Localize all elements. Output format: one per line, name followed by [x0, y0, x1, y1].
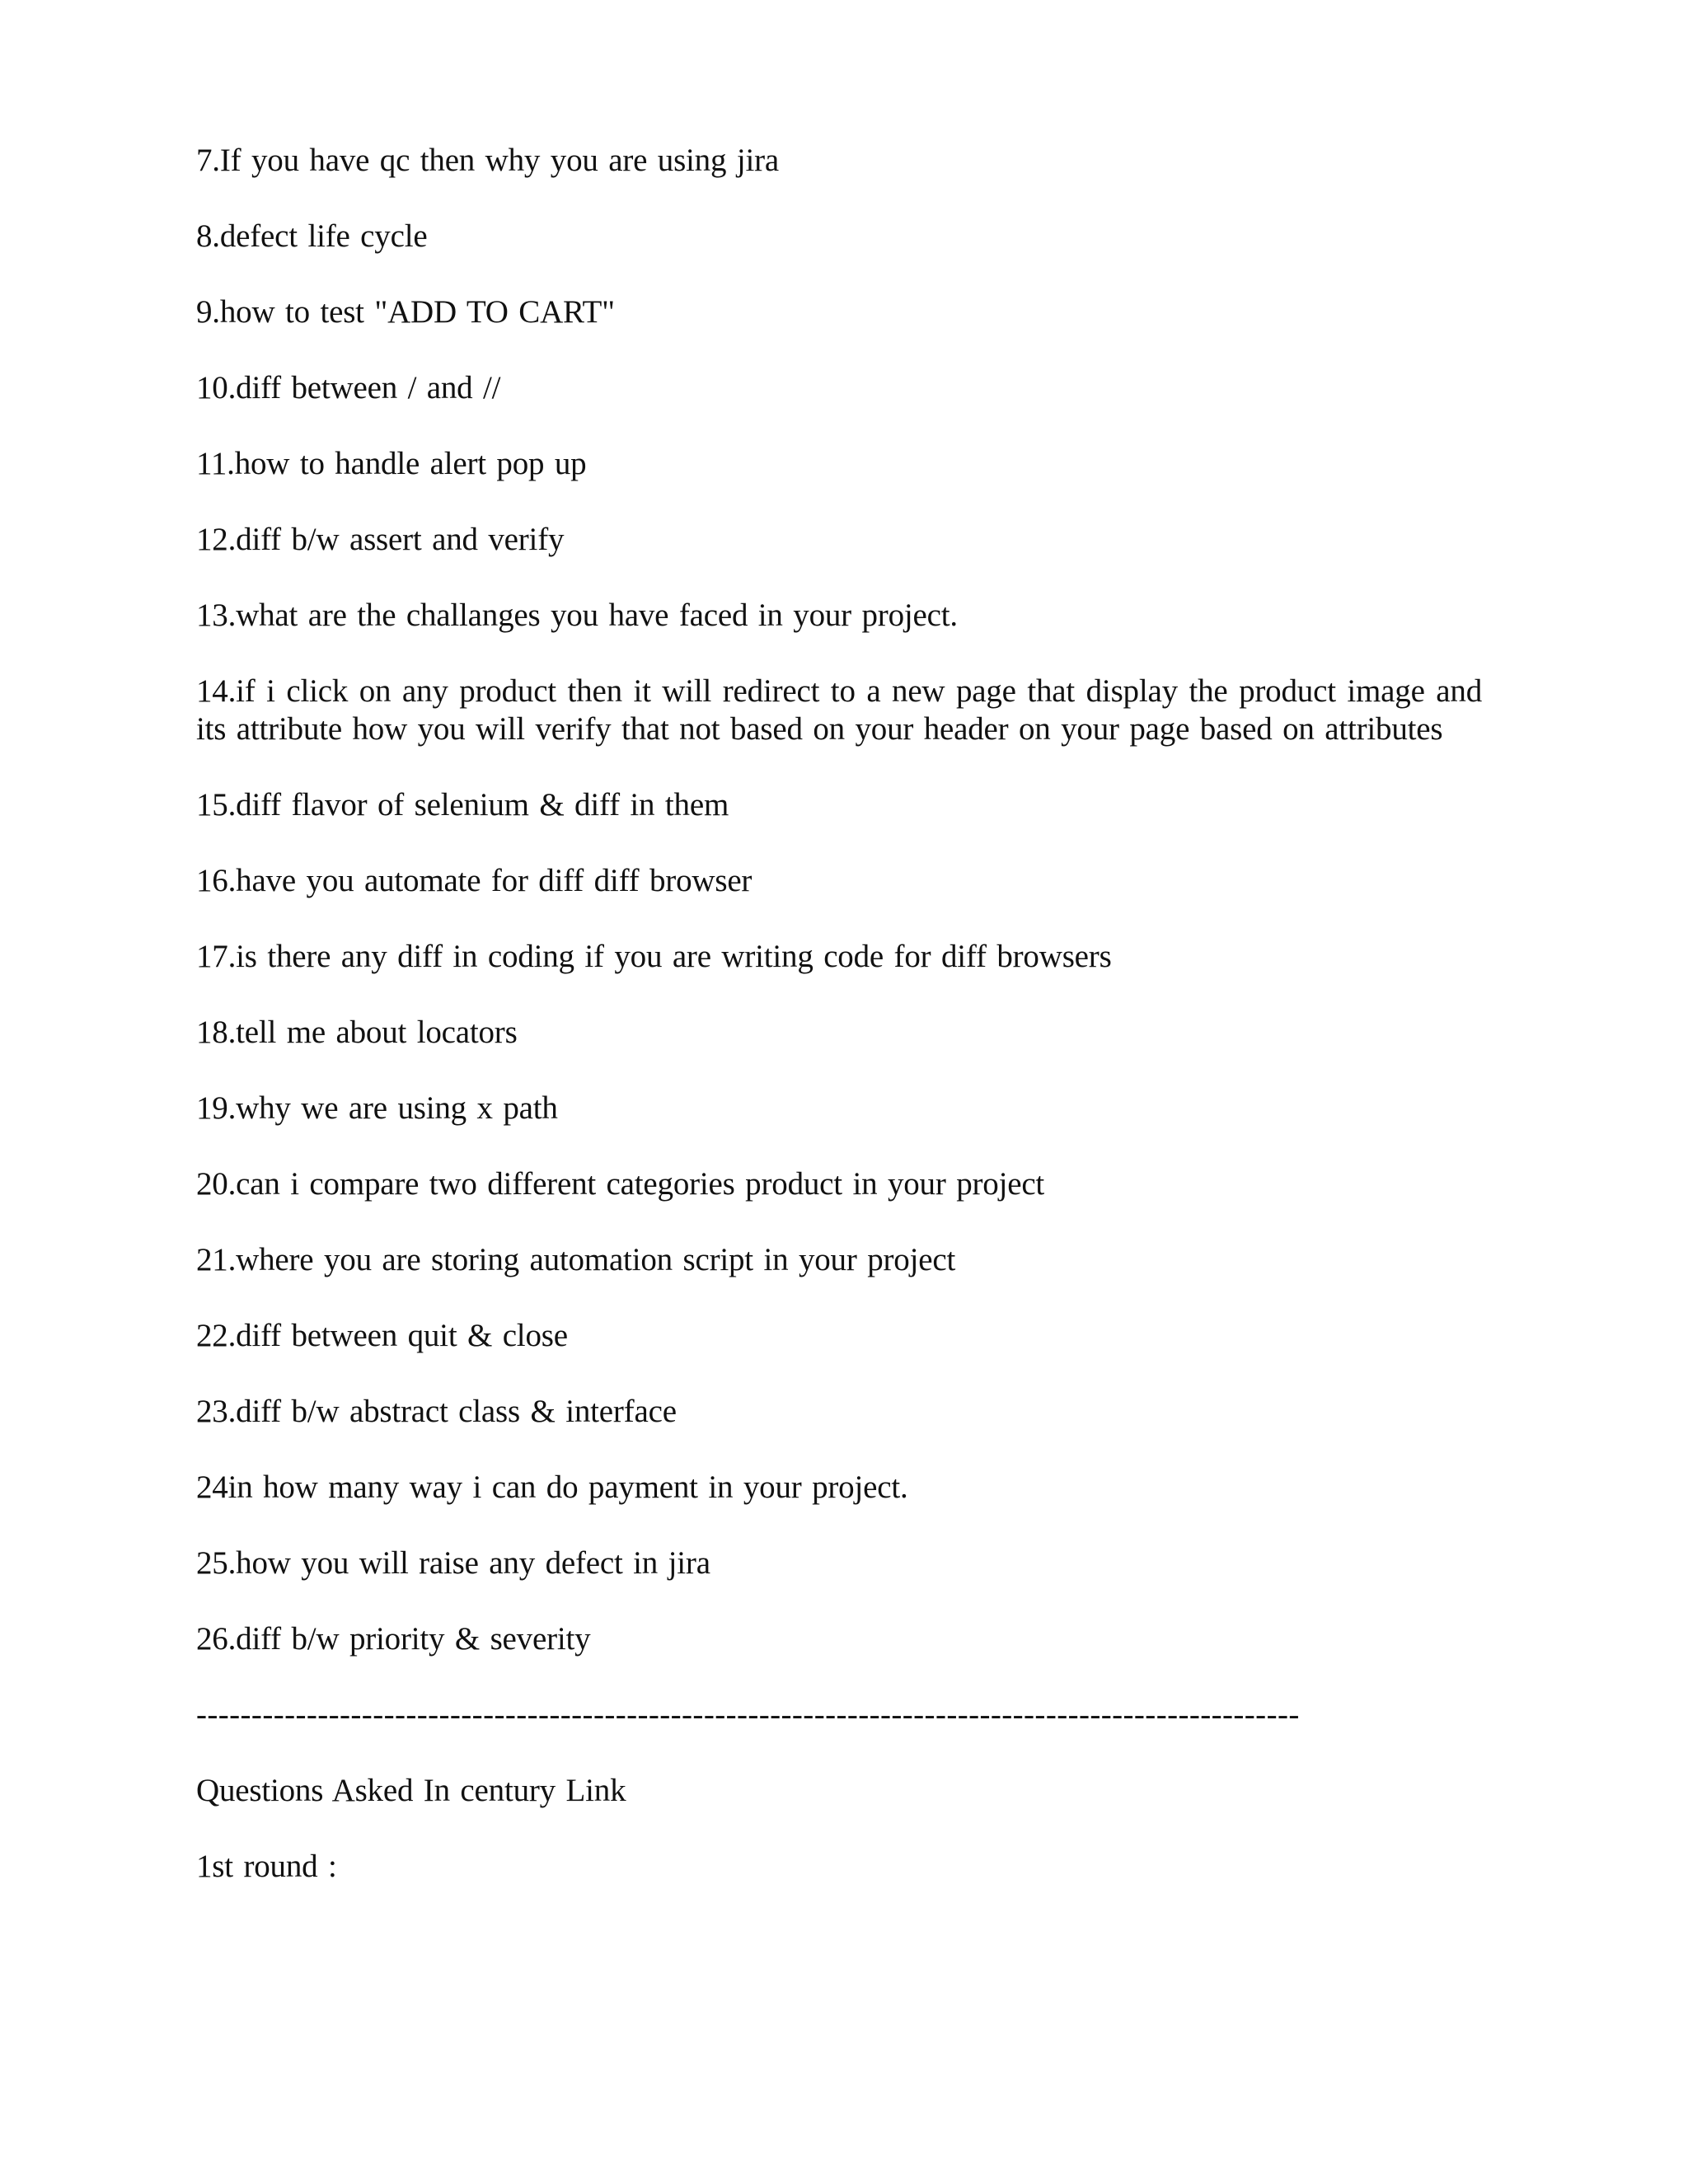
- section-title: Questions Asked In century Link: [196, 1773, 626, 1808]
- question-item: 24in how many way i can do payment in your project.: [196, 1469, 908, 1505]
- question-item: 15.diff flavor of selenium & diff in them: [196, 787, 729, 823]
- question-item: 20.can i compare two different categories product in your project: [196, 1166, 1045, 1202]
- question-item: 9.how to test "ADD TO CART": [196, 294, 615, 330]
- question-item: 17.is there any diff in coding if you are writing code for diff browsers: [196, 939, 1112, 974]
- document-content: [196, 142, 1482, 1924]
- question-item: 8.defect life cycle: [196, 218, 428, 254]
- question-item: 7.If you have qc then why you are using jira: [196, 143, 780, 178]
- question-item: 23.diff b/w abstract class & interface: [196, 1394, 677, 1429]
- dashed-separator: ----------------------------------------------------------------------------------------------------: [196, 1697, 1300, 1732]
- question-item: 11.how to handle alert pop up: [196, 446, 587, 481]
- question-item: 26.diff b/w priority & severity: [196, 1621, 591, 1657]
- question-item: 22.diff between quit & close: [196, 1318, 568, 1353]
- question-item: 10.diff between / and //: [196, 370, 501, 405]
- question-item: 25.how you will raise any defect in jira: [196, 1545, 710, 1581]
- question-item: 21.where you are storing automation script in your project: [196, 1242, 956, 1277]
- question-item-multiline: 14.if i click on any product then it will redirect to a new page that display the product image and its attribute how you will verify that not based on your header on your page based on attributes: [196, 673, 1482, 747]
- round-label: 1st round :: [196, 1849, 337, 1884]
- question-item: 19.why we are using x path: [196, 1090, 558, 1126]
- question-item: 18.tell me about locators: [196, 1015, 518, 1050]
- question-item: 13.what are the challanges you have faced in your project.: [196, 598, 958, 633]
- question-item: 16.have you automate for diff diff browser: [196, 863, 753, 898]
- question-item: 12.diff b/w assert and verify: [196, 522, 565, 557]
